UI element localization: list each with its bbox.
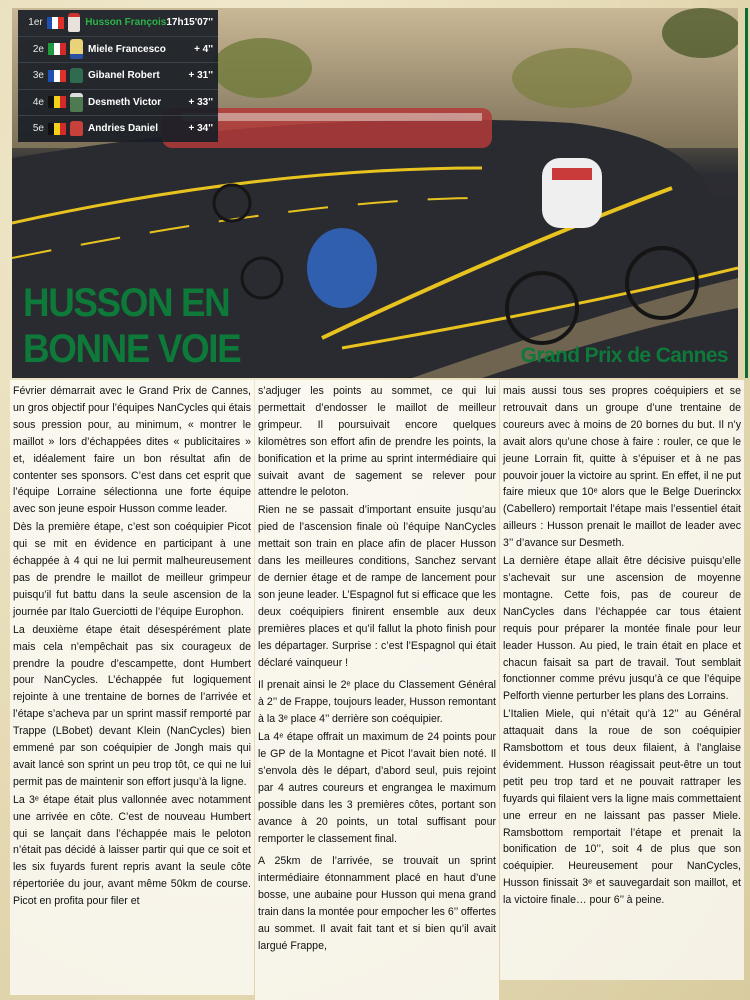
paragraph: s’adjuger les points au sommet, ce qui lui permettait d’endosser le maillot de meilleur grimpeur. Il poursuivait encore quelques kilomètres son effort afin de prendre les points, la bonification et la prime au sprint intermédiaire qui suivait avant de sagement se relever pour attendre le peloton. bbox=[258, 385, 496, 499]
standings-row bbox=[18, 37, 218, 64]
rider-time: + 34'' bbox=[188, 123, 213, 135]
flag-icon bbox=[48, 123, 66, 135]
rider-name: Andries Daniel bbox=[88, 123, 159, 135]
flag-icon bbox=[48, 70, 66, 82]
headline-line-1: HUSSON EN bbox=[23, 281, 230, 325]
general-classification-table bbox=[18, 10, 218, 142]
rider-name: Husson François bbox=[85, 17, 167, 29]
paragraph: La 3ᵉ étape était plus vallonnée avec notamment une arrivée en côte. C’est de nouveau Humbert qui se lançait dans l’échappée mais le peloton n’était pas décidé à laisser partir qui que ce soit et les six fuyards furent repris avant la seule côte répertoriée du jour, avant même 50km de course. Picot en profita pour filer et bbox=[13, 793, 251, 908]
paragraph: L’Italien Miele, qui n’était qu’à 12’’ au Général attaquait dans la roue de son coéquipier Ramsbottom et tous deux filaient, à l’anglaise évidemment. Husson réagissait peut-être un tout petit peu trop tard et ne pouvait rattraper les fuyards qui filaient vers la ligne mais commettaient une erreur en ne laissant pas passer Miele. Ramsbottom remportait l’étape et prenait la bonification de 10’’, soit 4 de plus que son coéquipier. Heureusement pour NanCycles, Husson finissait 3ᵉ et sauvegardait son maillot, et la victoire finale… pour 6’’ à peine. bbox=[503, 708, 741, 907]
rider-time: + 31'' bbox=[188, 70, 213, 82]
rider-name: Miele Francesco bbox=[88, 43, 166, 55]
headline-line-2: BONNE VOIE bbox=[23, 327, 241, 371]
rank: 1er bbox=[28, 17, 43, 29]
jersey-icon bbox=[70, 121, 83, 136]
paragraph: La deuxième étape était désespérément plate mais cela n’empêchait pas six courageux de prendre la poudre d’escampette, dont Humbert pour NanCycles. L’échappée fut logiquement rejointe à une trentaine de bornes de l’arrivée et l’étape s’acheva par un sprint massif remporté par Trappe (LBobet) devant Klein (NanCycles) bien emmené par son coéquipier de Jongh mais qui avait lancé son sprint un peu trop tôt, ce qui ne lui permit pas de maintenir son effort jusqu’à la ligne. bbox=[13, 623, 251, 788]
jersey-icon bbox=[70, 93, 83, 112]
rider-time: 17h15'07'' bbox=[166, 17, 213, 29]
hero-image bbox=[12, 8, 738, 378]
headline bbox=[23, 280, 240, 372]
rank: 2e bbox=[32, 43, 44, 55]
rank: 3e bbox=[32, 70, 44, 82]
article-column-2 bbox=[255, 380, 499, 1000]
flag-icon bbox=[48, 96, 66, 108]
rank: 4e bbox=[32, 96, 44, 108]
paragraph: mais aussi tous ses propres coéquipiers et se retrouvait dans un groupe d’une trentaine de coureurs avec à moins de 20 bornes du but. Il n’y avait alors qu’une chose à faire : rouler, ce que le jeune Lorrain fit, quitte à s’épuiser et à ne pas pouvoir jouer la victoire au sprint. En effet, il ne put faire mieux que 10ᵉ alors que le Belge Duerinckx (Cabellero) remportait l’étape mais l’essentiel était ailleurs : Husson prenait le maillot de leader avec 3’’ d’avance sur Desmeth. bbox=[503, 385, 741, 550]
jersey-icon bbox=[70, 68, 83, 83]
paragraph: Rien ne se passait d’important ensuite jusqu’au pied de l’ascension finale où l’équipe NanCycles mettait son train en place afin de placer Husson dans les meilleures conditions, Sanchez servant de dernier étage et de rampe de lancement pour son jeune leader. L’Espagnol fut si efficace que les deux coéquipiers finirent ensemble aux deux premières places et qu’il fallut la photo finish pour les départager. Surprise : c’est l’Espagnol qui était déclaré vainqueur ! bbox=[258, 504, 496, 669]
rider-time: + 4'' bbox=[194, 43, 213, 55]
paragraph: A 25km de l’arrivée, se trouvait un sprint intermédiaire étonnamment placé en haut d’une bosse, une aubaine pour Husson qui mena grand train dans la montée pour empocher les 6’’ offertes au sommet. Il avait fait tant et si bien qu’il avait largué Frappe, bbox=[258, 855, 496, 952]
standings-row bbox=[18, 90, 218, 117]
standings-row bbox=[18, 10, 218, 37]
paragraph: Il prenait ainsi le 2ᵉ place du Classement Général à 2’’ de Frappe, toujours leader, Husson remontant à la 3ᵉ place 4’’ derrière son coéquipier. bbox=[258, 679, 496, 726]
paragraph: La dernière étape allait être décisive puisqu’elle s’achevait sur une ascension de moyenne montagne. Cette fois, pas de coureur de NanCycles dans l’échappée car tous étaient requis pour préparer la montée finale pour leur leader Husson. Au pied, le train était en place et chacun faisait sa part de travail. Tout semblait fonctionner comme prévu jusqu’à ce que l’équipe Pelforth vienne perturber les plans des Lorrains. bbox=[503, 555, 741, 703]
race-name: Grand Prix de Cannes bbox=[520, 344, 728, 367]
frame-border bbox=[745, 8, 748, 378]
flag-icon bbox=[48, 43, 66, 55]
rider-name: Desmeth Victor bbox=[88, 96, 162, 108]
article-column-1 bbox=[10, 380, 254, 995]
standings-row bbox=[18, 63, 218, 90]
flag-icon bbox=[47, 17, 64, 29]
paragraph: Février démarrait avec le Grand Prix de Cannes, un gros objectif pour l’équipes NanCycles qui étais sous pression pour, au minimum, « montrer le maillot » lors d’échappées dites « publicitaires » et, idéalement faire un bon résultat afin de contenter ses sponsors. C’est dans cet esprit que l’équipe Lorraine sélectionna une forte équipe avec son jeune espoir Husson comme leader. bbox=[13, 385, 251, 516]
jersey-icon bbox=[68, 13, 80, 32]
jersey-icon bbox=[70, 39, 83, 59]
paragraph: Dès la première étape, c’est son coéquipier Picot qui se mit en évidence en participant à une échappée à 4 qui ne lui permit malheureusement pas de prendre le maillot de meilleur grimpeur puisqu’il fut battu dans la seule ascension de la journée par Italo Guerciotti de l’équipe Europhon. bbox=[13, 521, 251, 618]
standings-row bbox=[18, 116, 218, 142]
rider-time: + 33'' bbox=[188, 96, 213, 108]
rider-name: Gibanel Robert bbox=[88, 70, 160, 82]
paragraph: La 4ᵉ étape offrait un maximum de 24 points pour le GP de la Montagne et Picot l’avait bien noté. Il s’envola dès le départ, d’abord seul, puis rejoint par 4 autres coureurs et engrangea le maximum possible dans les 3 premières côtes, portant son avance à 20 points, un total suffisant pour remporter le classement final. bbox=[258, 731, 496, 845]
rank: 5e bbox=[32, 123, 44, 135]
article-column-3 bbox=[500, 380, 744, 980]
